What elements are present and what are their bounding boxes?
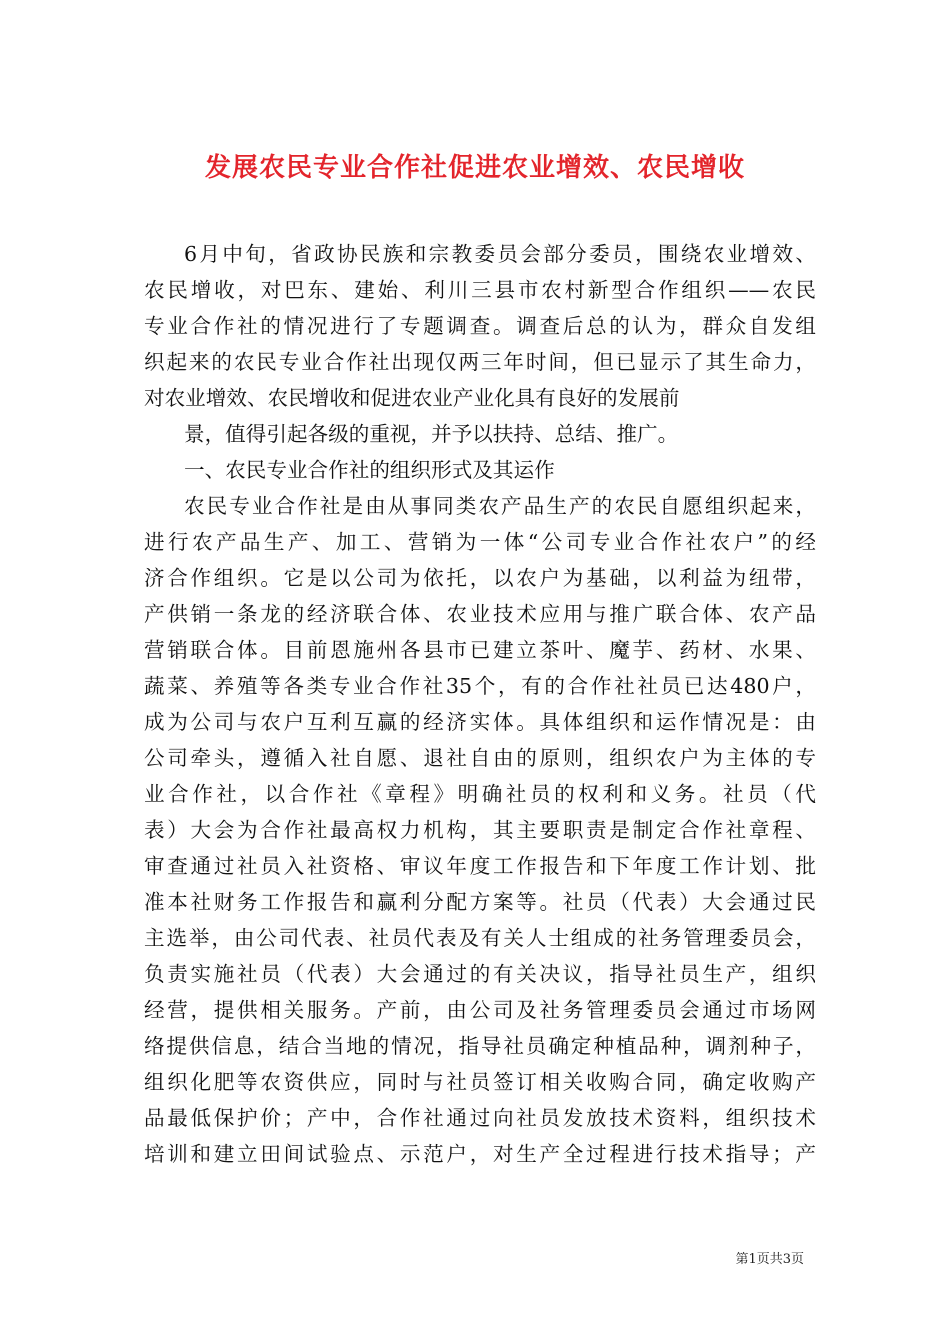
text-line: 成为公司与农户互利互赢的经济实体。具体组织和运作情况是：由	[144, 710, 816, 734]
text-line: 蔬菜、养殖等各类专业合作社35个，有的合作社社员已达480户，	[144, 674, 816, 698]
text-line: 营销联合体。目前恩施州各县市已建立茶叶、魔芋、药材、水果、	[144, 638, 816, 662]
text-line: 准本社财务工作报告和赢利分配方案等。社员（代表）大会通过民	[144, 890, 816, 914]
text-line: 业合作社，以合作社《章程》明确社员的权利和义务。社员（代	[144, 782, 816, 806]
text-line: 景，值得引起各级的重视，并予以扶持、总结、推广。	[184, 422, 679, 446]
text-line: 负责实施社员（代表）大会通过的有关决议，指导社员生产，组织	[144, 962, 816, 986]
text-line: 产供销一条龙的经济联合体、农业技术应用与推广联合体、农产品	[144, 602, 816, 626]
text-line: 织起来的农民专业合作社出现仅两三年时间，但已显示了其生命力，	[144, 350, 816, 374]
text-line: 对农业增效、农民增收和促进农业产业化具有良好的发展前	[144, 386, 680, 410]
section-heading: 一、农民专业合作社的组织形式及其运作	[184, 458, 555, 482]
text-line: 进行农产品生产、加工、营销为一体“公司专业合作社农户”的经	[144, 530, 816, 554]
text-line: 农民专业合作社是由从事同类农产品生产的农民自愿组织起来，	[184, 494, 816, 518]
text-line: 6月中旬，省政协民族和宗教委员会部分委员，围绕农业增效、	[184, 242, 816, 266]
text-line: 主选举，由公司代表、社员代表及有关人士组成的社务管理委员会，	[144, 926, 816, 950]
text-line: 审查通过社员入社资格、审议年度工作报告和下年度工作计划、批	[144, 854, 816, 878]
text-line: 专业合作社的情况进行了专题调查。调查后总的认为，群众自发组	[144, 314, 816, 338]
page-number: 第1页共3页	[735, 1252, 804, 1267]
text-line: 农民增收，对巴东、建始、利川三县市农村新型合作组织——农民	[144, 278, 816, 302]
text-line: 表）大会为合作社最高权力机构，其主要职责是制定合作社章程、	[144, 818, 816, 842]
text-line: 品最低保护价；产中，合作社通过向社员发放技术资料，组织技术	[144, 1106, 816, 1130]
text-line: 经营，提供相关服务。产前，由公司及社务管理委员会通过市场网	[144, 998, 816, 1022]
text-line: 组织化肥等农资供应，同时与社员签订相关收购合同，确定收购产	[144, 1070, 816, 1094]
text-line: 济合作组织。它是以公司为依托，以农户为基础，以利益为纽带，	[144, 566, 816, 590]
text-line: 公司牵头，遵循入社自愿、退社自由的原则，组织农户为主体的专	[144, 746, 816, 770]
document-title: 发展农民专业合作社促进农业增效、农民增收	[204, 153, 745, 184]
text-line: 培训和建立田间试验点、示范户，对生产全过程进行技术指导；产	[144, 1142, 816, 1166]
text-line: 络提供信息，结合当地的情况，指导社员确定种植品种，调剂种子，	[144, 1034, 816, 1058]
